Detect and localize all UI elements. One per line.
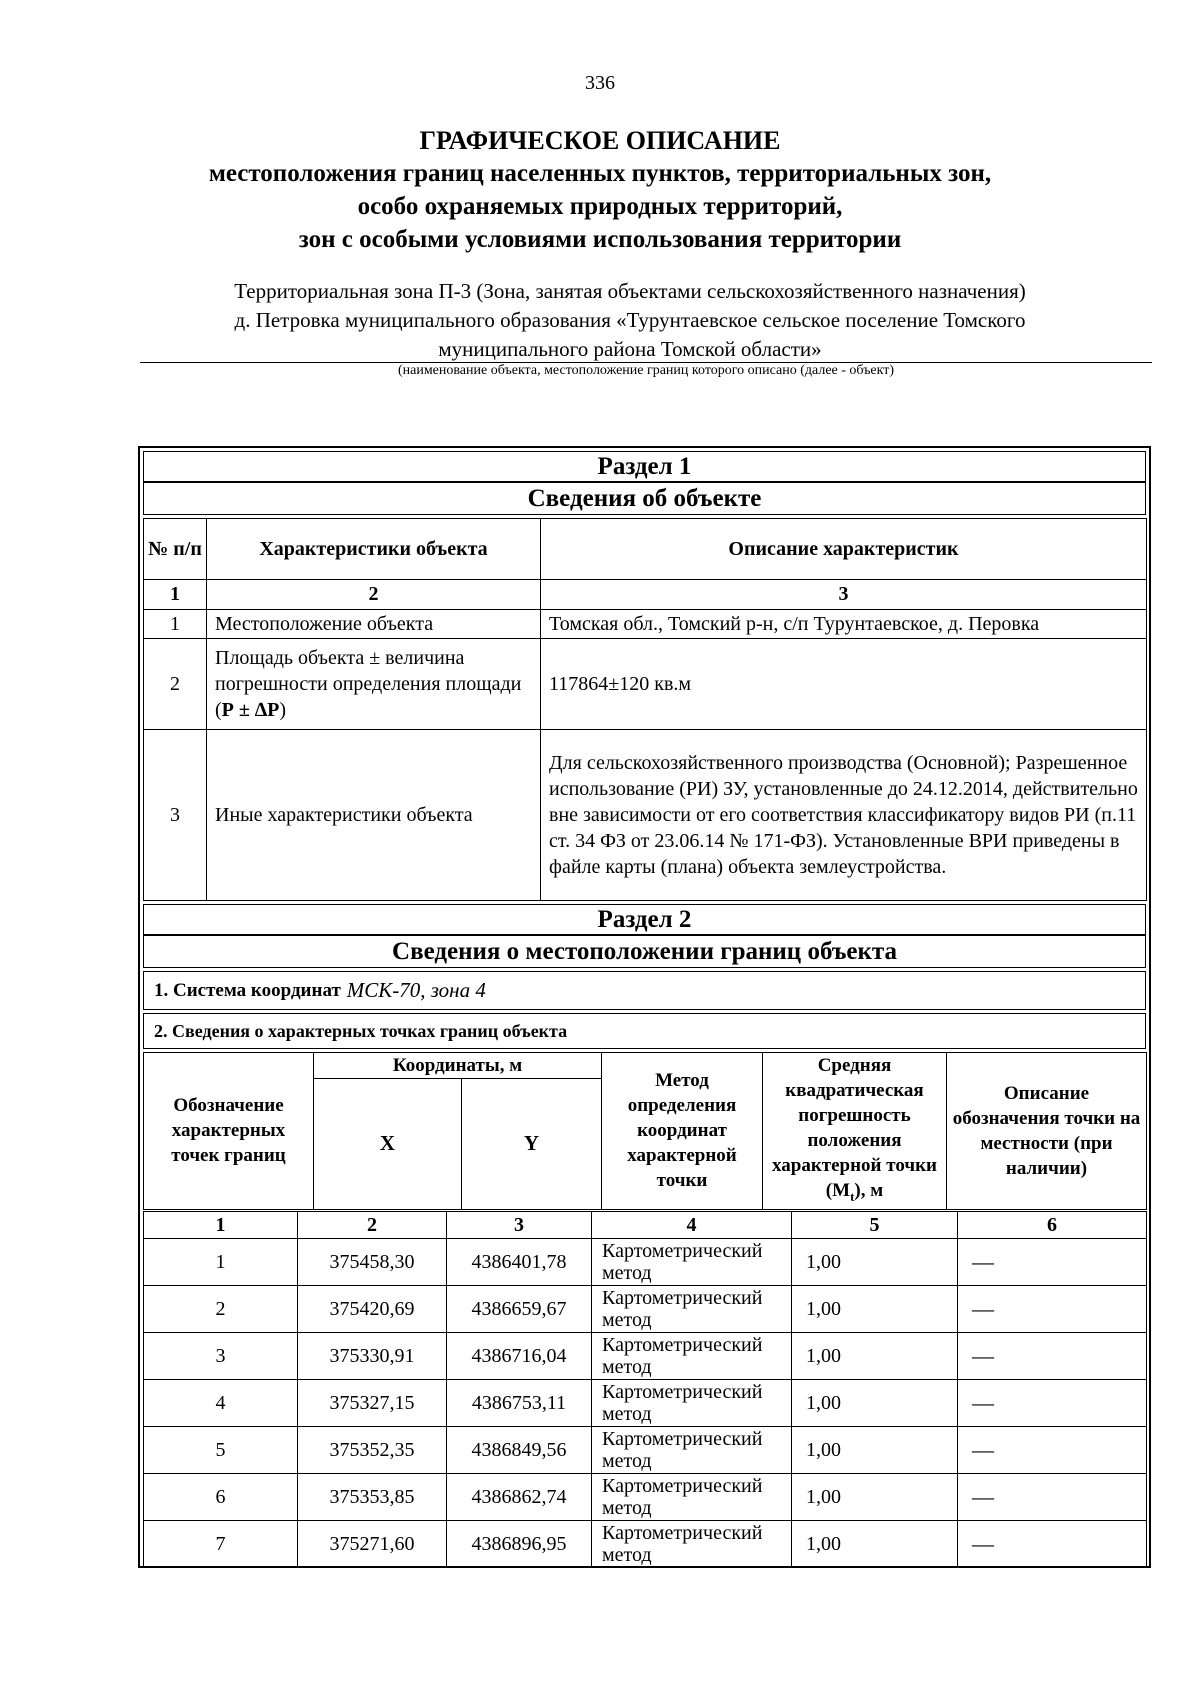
- point-method: Картометрический метод: [592, 1286, 792, 1333]
- col-number: 1: [144, 1212, 298, 1239]
- point-description: —: [958, 1427, 1147, 1474]
- point-description: —: [958, 1239, 1147, 1286]
- document-frame: [138, 446, 1151, 1568]
- row-num: 2: [144, 639, 207, 730]
- header-y: Y: [462, 1079, 602, 1210]
- row-num: 1: [144, 609, 207, 639]
- object-line-1: Территориальная зона П-3 (Зона, занятая объектами сельскохозяйственного назначения): [234, 279, 1026, 303]
- col-number: 3: [541, 579, 1147, 609]
- table-row: [144, 1427, 1147, 1474]
- heading-line-2: особо охраняемых природных территорий,: [357, 193, 843, 220]
- point-x: 375420,69: [298, 1286, 447, 1333]
- table-row: [144, 1474, 1147, 1521]
- point-id: 6: [144, 1474, 298, 1521]
- point-error: 1,00: [792, 1427, 958, 1474]
- row-characteristic: Местоположение объекта: [207, 609, 541, 639]
- point-error: 1,00: [792, 1474, 958, 1521]
- coordinate-system-label: 1. Система координат: [154, 979, 341, 1001]
- row-description: Томская обл., Томский р-н, с/п Турунтаевское, д. Перовка: [541, 609, 1147, 639]
- table-row: [144, 1333, 1147, 1380]
- point-id: 3: [144, 1333, 298, 1380]
- point-error: 1,00: [792, 1380, 958, 1427]
- header-x: X: [314, 1079, 462, 1210]
- header-error-subscript: t: [850, 1188, 855, 1204]
- point-x: 375330,91: [298, 1333, 447, 1380]
- table-row: [144, 1239, 1147, 1286]
- col-number: 4: [592, 1212, 792, 1239]
- heading-line-3: зон с особыми условиями использования территории: [298, 226, 902, 253]
- col-number: 1: [144, 579, 207, 609]
- point-method: Картометрический метод: [592, 1427, 792, 1474]
- point-y: 4386753,11: [447, 1380, 592, 1427]
- point-description: —: [958, 1380, 1147, 1427]
- point-method: Картометрический метод: [592, 1239, 792, 1286]
- table-row: [144, 1380, 1147, 1427]
- point-description: —: [958, 1474, 1147, 1521]
- coordinate-system: [143, 971, 1146, 1010]
- row-characteristic: Иные характеристики объекта: [207, 729, 541, 900]
- point-method: Картометрический метод: [592, 1333, 792, 1380]
- point-y: 4386716,04: [447, 1333, 592, 1380]
- point-id: 4: [144, 1380, 298, 1427]
- point-y: 4386849,56: [447, 1427, 592, 1474]
- point-y: 4386401,78: [447, 1239, 592, 1286]
- header-point-description: Описание обозначения точки на местности (при наличии): [947, 1053, 1147, 1210]
- table-row: [144, 1286, 1147, 1333]
- heading-line-1: местоположения границ населенных пунктов, территориальных зон,: [208, 160, 992, 187]
- section1-title: Раздел 1: [143, 451, 1146, 482]
- row-description: Для сельскохозяйственного производства (Основной); Разрешенное использование (РИ) ЗУ, установленные до 24.12.2014, действительно вне зависимости от его соответствия классификатору видов РИ (п.11 ст. 34 ФЗ от 23.06.14 № 171-ФЗ). Установленные ВРИ приведены в файле карты (плана) объекта землеустройства.: [541, 729, 1147, 900]
- col-number: 2: [207, 579, 541, 609]
- header-error-text: Средняя квадратическая погрешность положения характерной точки (M: [772, 1055, 937, 1201]
- area-label: Площадь объекта ± величина погрешности определения площади (: [215, 647, 522, 722]
- heading-title: ГРАФИЧЕСКОЕ ОПИСАНИЕ: [419, 126, 781, 155]
- object-table-header: [144, 519, 1147, 580]
- point-x: 375352,35: [298, 1427, 447, 1474]
- col-number: 3: [447, 1212, 592, 1239]
- header-designation: Обозначение характерных точек границ: [144, 1053, 314, 1210]
- point-x: 375458,30: [298, 1239, 447, 1286]
- points-table: [143, 1211, 1146, 1564]
- point-x: 375353,85: [298, 1474, 447, 1521]
- point-y: 4386659,67: [447, 1286, 592, 1333]
- col-number: 2: [298, 1212, 447, 1239]
- area-label-end: ): [279, 699, 286, 722]
- point-description: —: [958, 1521, 1147, 1568]
- object-caption: (наименование объекта, местоположение границ которого описано (далее - объект): [397, 363, 895, 378]
- header-characteristics: Характеристики объекта: [207, 519, 541, 580]
- object-info-table: [143, 518, 1146, 901]
- table-row: [144, 609, 1147, 639]
- point-description: —: [958, 1286, 1147, 1333]
- point-id: 7: [144, 1521, 298, 1568]
- header-error: [763, 1053, 947, 1210]
- document-heading: [0, 124, 1200, 256]
- header-method: Метод определения координат характерной точки: [602, 1053, 763, 1210]
- row-characteristic: [207, 639, 541, 730]
- point-id: 5: [144, 1427, 298, 1474]
- object-line-2: д. Петровка муниципального образования «Турунтаевское сельское поселение Томского: [234, 308, 1026, 332]
- object-table-col-numbers: [144, 579, 1147, 609]
- section1-subtitle: Сведения об объекте: [143, 482, 1146, 515]
- object-line-3: муниципального района Томской области»: [438, 337, 822, 361]
- header-coordinates: Координаты, м: [314, 1053, 602, 1079]
- area-formula: Р ± ∆Р: [221, 699, 280, 722]
- col-number: 5: [792, 1212, 958, 1239]
- point-id: 2: [144, 1286, 298, 1333]
- points-title: 2. Сведения о характерных точках границ объекта: [143, 1013, 1146, 1049]
- header-description: Описание характеристик: [541, 519, 1147, 580]
- row-description: 117864±120 кв.м: [541, 639, 1147, 730]
- header-error-unit: ), м: [854, 1180, 884, 1201]
- point-error: 1,00: [792, 1239, 958, 1286]
- table-row: [144, 1521, 1147, 1568]
- point-y: 4386896,95: [447, 1521, 592, 1568]
- point-error: 1,00: [792, 1286, 958, 1333]
- point-error: 1,00: [792, 1521, 958, 1568]
- table-row: [144, 639, 1147, 730]
- point-description: —: [958, 1333, 1147, 1380]
- points-header: [143, 1052, 1146, 1208]
- header-num: № п/п: [144, 519, 207, 580]
- point-y: 4386862,74: [447, 1474, 592, 1521]
- points-col-numbers: [144, 1212, 1147, 1239]
- section2-subtitle: Сведения о местоположении границ объекта: [143, 935, 1146, 968]
- point-x: 375271,60: [298, 1521, 447, 1568]
- table-row: [144, 729, 1147, 900]
- object-name: [140, 277, 1120, 364]
- point-id: 1: [144, 1239, 298, 1286]
- section2-title: Раздел 2: [143, 904, 1146, 935]
- point-error: 1,00: [792, 1333, 958, 1380]
- point-method: Картометрический метод: [592, 1474, 792, 1521]
- point-x: 375327,15: [298, 1380, 447, 1427]
- page-number: 336: [585, 72, 615, 94]
- col-number: 6: [958, 1212, 1147, 1239]
- point-method: Картометрический метод: [592, 1521, 792, 1568]
- coordinate-system-value: МСК-70, зона 4: [346, 978, 486, 1002]
- row-num: 3: [144, 729, 207, 900]
- point-method: Картометрический метод: [592, 1380, 792, 1427]
